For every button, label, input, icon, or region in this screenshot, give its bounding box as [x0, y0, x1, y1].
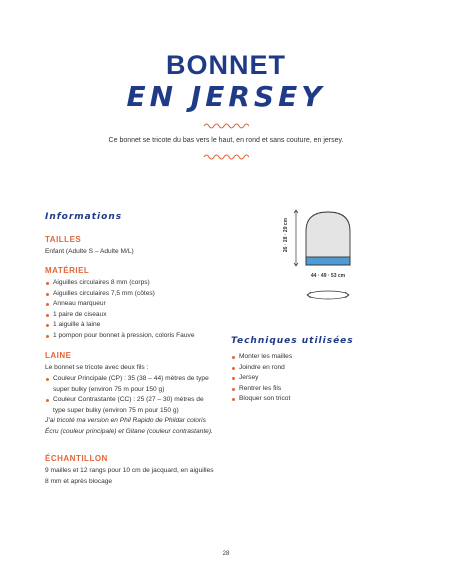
laine-note-line2: Écru (couleur principale) et Gitane (couleur contrastante). [45, 428, 213, 435]
laine-intro: Le bonnet se tricote avec deux fils : [45, 364, 149, 371]
list-item: 1 pompon pour bonnet à pression, coloris Fauve [45, 331, 245, 342]
list-item: Jersey [231, 373, 381, 384]
laine-list [45, 374, 245, 416]
echantillon-line1: 9 mailles et 12 rangs pour 10 cm de jacquard, en aiguilles [45, 467, 214, 474]
page-subtitle: EN JERSEY [126, 80, 326, 113]
list-item [45, 395, 245, 416]
laine-note-line1: J’ai tricoté ma version en Phil Rapido de Phildar coloris [45, 417, 206, 424]
page-title: BONNET [166, 50, 286, 80]
list-item: Monter les mailles [231, 352, 381, 363]
echantillon-heading: ÉCHANTILLON [45, 454, 108, 463]
informations-heading: Informations [45, 212, 123, 222]
width-label: 44 · 49 · 53 cm [310, 273, 346, 279]
width-ellipse-arrow [308, 291, 348, 299]
list-item: Bloquer son tricot [231, 394, 381, 405]
height-label: 26 · 28 · 29 cm [283, 217, 289, 253]
list-item: 1 aiguille à laine [45, 320, 245, 331]
laine-item-line1: Couleur Principale (CP) : 35 (38 – 44) mètres de type [53, 375, 209, 382]
hat-band [306, 257, 350, 265]
echantillon-line2: 8 mm et après blocage [45, 478, 113, 485]
tailles-heading: TAILLES [45, 235, 82, 244]
page-number: 28 [222, 551, 230, 557]
squiggle-divider [203, 153, 249, 161]
materiel-list [45, 278, 245, 342]
list-item: Joindre en rond [231, 363, 381, 374]
squiggle-divider [203, 122, 249, 130]
list-item: Anneau marqueur [45, 299, 245, 310]
laine-item-line2: type super bulky (environ 75 m pour 150 g) [53, 406, 179, 414]
laine-item-line1: Couleur Contrastante (CC) : 25 (27 – 30) mètres de [53, 396, 204, 404]
techniques-heading: Techniques utilisées [231, 336, 354, 346]
list-item: Aiguilles circulaires 8 mm (corps) [45, 278, 245, 289]
intro-text: Ce bonnet se tricote du bas vers le haut, en rond et sans couture, en jersey. [108, 137, 344, 144]
list-item: Aiguilles circulaires 7,5 mm (côtes) [45, 289, 245, 300]
materiel-heading: MATÉRIEL [45, 266, 90, 275]
laine-item-line2: super bulky (environ 75 m pour 150 g) [53, 385, 165, 393]
techniques-list [231, 352, 381, 405]
tailles-text: Enfant (Adulte S – Adulte M/L) [45, 248, 134, 255]
list-item [45, 374, 245, 395]
list-item: Rentrer les fils [231, 384, 381, 395]
laine-heading: LAINE [45, 351, 72, 360]
list-item: 1 paire de ciseaux [45, 310, 245, 321]
